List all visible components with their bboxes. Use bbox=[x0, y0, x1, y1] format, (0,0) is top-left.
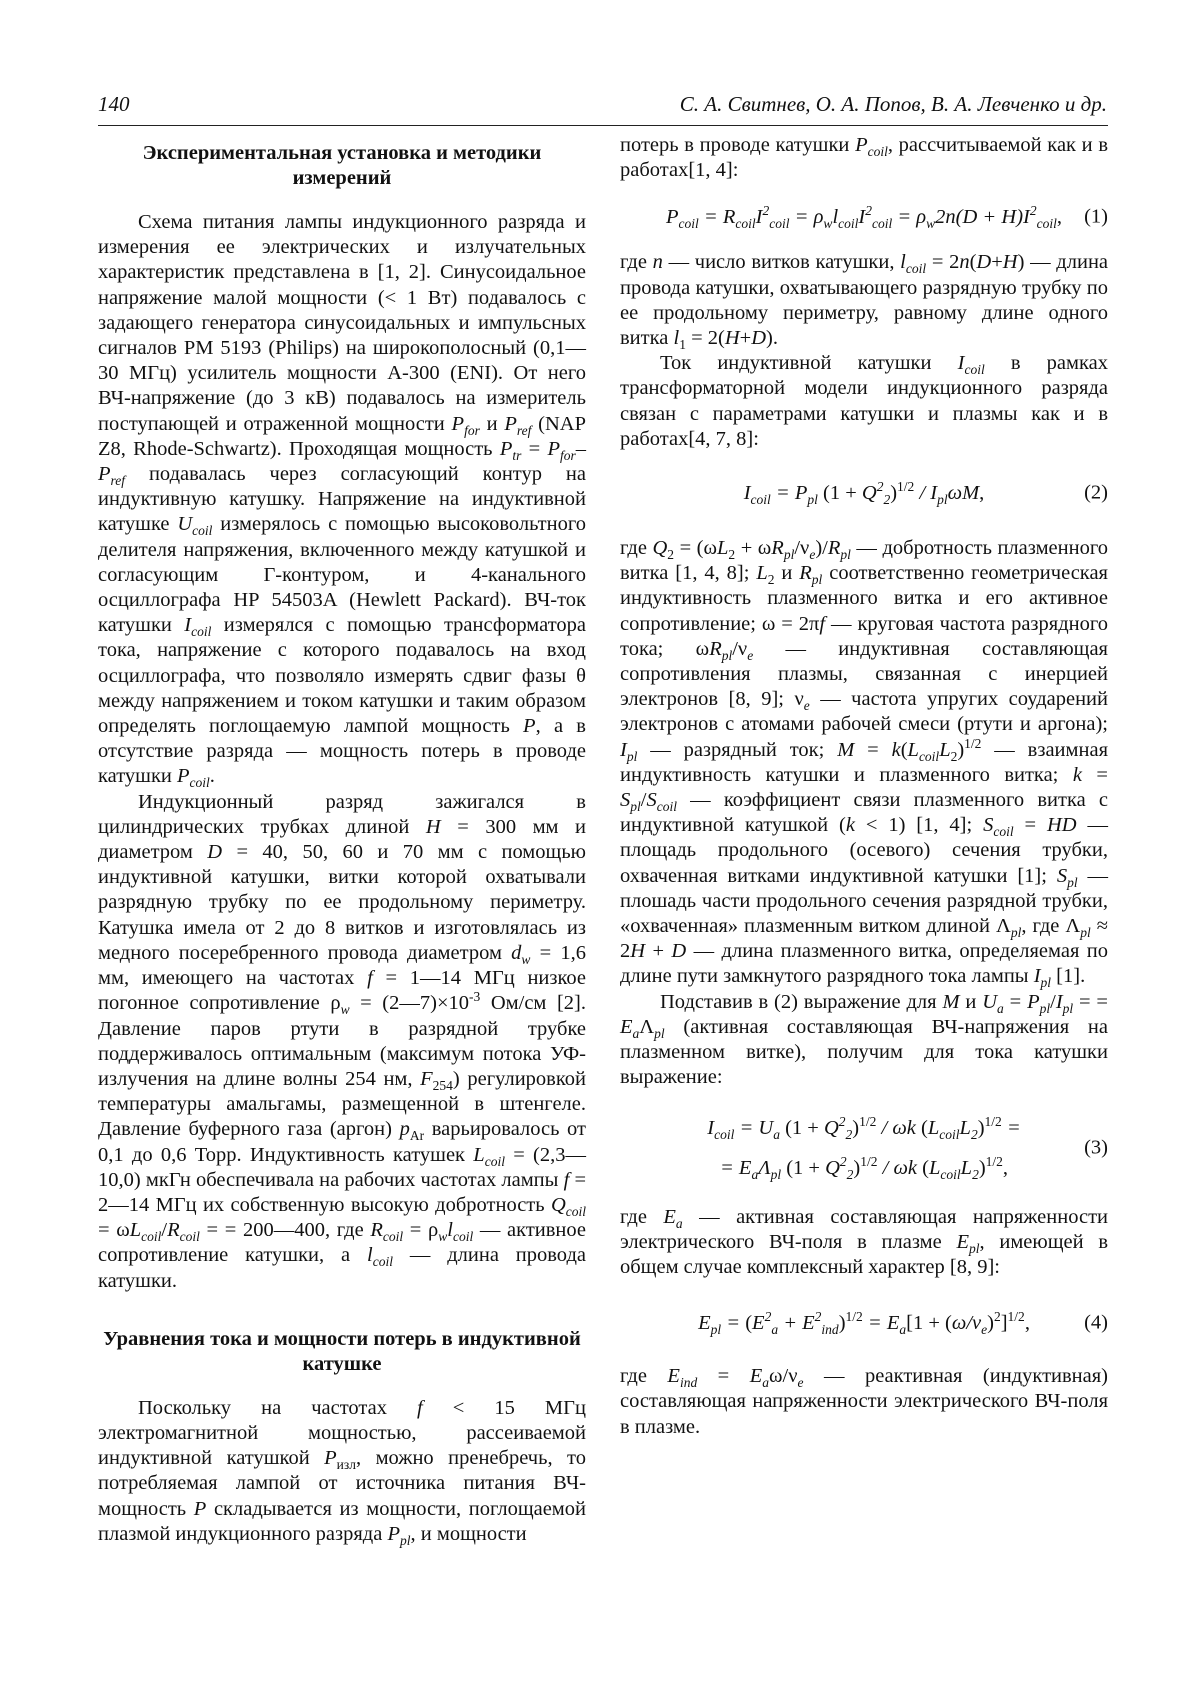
equation-body: $I_{coil} = P_{pl}$ $(1 + Q^2_2)^{1/2} / I_{pl}\omega M$, bbox=[743, 479, 985, 508]
running-head: С. А. Свитнев, О. А. Попов, В. А. Левченко и др. bbox=[679, 92, 1107, 116]
paragraph: Схема питания лампы индукционного разряда и измерения ее электрических и излучательных характеристик представлена в [1, 2]. Синусоидальное напряжение малой мощности (< 1 Вт) подавалось с задающего генератора синусоидальных и импульсных сигналов PM 5193 (Philips) на широкополосный (0,1—30 МГц) усилитель мощности A-300 (ENI). От него ВЧ-напряжение (до 3 кВ) подавалось на измеритель поступающей и отраженной мощности $P_{for}$ и $P_{ref}$ (NAP Z8, Rhode-Schwartz). Проходящая мощность $P_{tr} = P_{for}-P_{ref}$ подавалась через согласующий контур на индуктивную катушку. Напряжение на индуктивной катушке $U_{coil}$ измерялось с помощью высоковольтного делителя напряжения, включенного между катушкой и согласующим Г-контуром, и 4-канального осциллографа HP 54503A (Hewlett Packard). ВЧ-ток катушки $I_{coil}$ измерялся с помощью трансформатора тока, напряжение с которого подавалось на вход осциллографа, что позволяло измерять сдвиг фазы θ между напряжением и током катушки и таким образом определять поглощаемую лампой мощность P, а в отсутствие разряда — мощность потерь в проводе катушки $P_{coil}$. bbox=[98, 211, 587, 791]
paragraph: потерь в проводе катушки $P_{coil}$, рассчитываемой как и в работах[1, 4]: bbox=[620, 134, 1109, 182]
paragraph: где n — число витков катушки, $l_{coil} = 2n(D+H)$ — длина провода катушки, охватывающего разрядную трубку по ее продольному периметру, равному длине одного витка $l_1 = 2(H+D)$. bbox=[620, 251, 1109, 353]
paragraph: Ток индуктивной катушки $I_{coil}$ в рамках трансформаторной модели индукционного разряда связан с параметрами катушки и плазмы как и в работах[4, 7, 8]: bbox=[620, 352, 1108, 450]
paragraph: Подставив в (2) выражение для M и $U_a = P_{pl}/I_{pl}$ = = $E_a\Lambda_{pl}$ (активная составляющая ВЧ-напряжения на плазменном витке), получим для тока катушки выражение: bbox=[620, 990, 1108, 1089]
right-column bbox=[620, 133, 1108, 1440]
equation-3 bbox=[620, 1113, 1108, 1183]
section-heading: Уравнения тока и мощности потерь в индуктивной катушке bbox=[103, 1327, 581, 1375]
equation-body: $E_{pl} = (E^2_a + E^2_{ind})^{1/2} = E_a[1 + (\omega/\nu_e)^2]^{1/2}$, bbox=[698, 1309, 1030, 1338]
paragraph: где $E_a$ — активная составляющая напряженности электрического ВЧ-поля в плазме $E_{pl}$, имеющей в общем случае комплексный характер [8, 9]: bbox=[620, 1205, 1108, 1278]
paragraph: Поскольку на частотах f < 15 МГц электромагнитной мощностью, рассеиваемой индуктивной катушкой $P_{изл}$, можно пренебречь, то потребляемая лампой от источника питания ВЧ-мощность P складывается из мощности, поглощаемой плазмой индукционного разряда $P_{pl}$, и мощности bbox=[98, 1396, 586, 1548]
page-number: 140 bbox=[98, 92, 130, 116]
equation-2 bbox=[620, 478, 1108, 508]
equation-body: $I_{coil} = U_a$ $(1 + Q^2_2)^{1/2} / \omega k$ $(L_{coil}L_2)^{1/2}$ = = $E_a\Lambda_{pl}$ $(1 + Q^2_2)^{1/2} / \omega k$ $(L_{coil}L_2)^{1/2}$, bbox=[707, 1113, 1021, 1182]
paragraph: где $E_{ind} = E_a\omega/\nu_e$ — реактивная (индуктивная) составляющая напряженности электрического ВЧ-поля в плазме. bbox=[620, 1365, 1108, 1438]
header-rule bbox=[98, 125, 1108, 126]
equation-1 bbox=[620, 202, 1108, 232]
equation-4 bbox=[620, 1308, 1108, 1338]
equation-body: $P_{coil} = R_{coil}I^2_{coil} = \rho_wl_{coil}I^2_{coil} = \rho_w2n(D + H)I^2_{coil}$, bbox=[666, 203, 1062, 232]
equation-number: (4) bbox=[1084, 1311, 1108, 1334]
equation-number: (3) bbox=[1084, 1135, 1108, 1158]
paragraph: где $Q_2 = (\omega L_2 + \omega R_{pl}/\nu_e)/R_{pl}$ — добротность плазменного витка [1, 4, 8]; $L_2$ и $R_{pl}$ соответственно геометрическая индуктивность плазменного витка и его активное сопротивление; ω = 2πf — круговая частота разрядного тока; $\omega R_{pl}/\nu_e$ — индуктивная составляющая сопротивления плазмы, связанная с инерцией электронов [8, 9]; $\nu_e$ — частота упругих соударений электронов с атомами рабочей смеси (ртути и аргона); $I_{pl}$ — разрядный ток; $M = k(L_{coil}L_2)^{1/2}$ — взаимная индуктивность катушки и плазменного витка; $k = S_{pl}/S_{coil}$ — коэффициент связи плазменного витка с индуктивной катушкой (k < 1) [1, 4]; $S_{coil}$ = HD — площадь продольного (осевого) сечения трубки, охваченная витками индуктивной катушки [1]; $S_{pl}$ — плошадь части продольного сечения разрядной трубки, «охваченная» плазменным витком длиной $\Lambda_{pl}$, где $\Lambda_{pl} \approx 2H + D$ — длина плазменного витка, определяемая по длине пути замкнутого разрядного тока лампы $I_{pl}$ [1]. bbox=[620, 537, 1109, 991]
equation-number: (1) bbox=[1084, 205, 1108, 228]
paragraph: Индукционный разряд зажигался в цилиндрических трубках длиной H = 300 мм и диаметром D = 40, 50, 60 и 70 мм с помощью индуктивной катушки, витки которой охватывали разрядную трубку по ее продольному периметру. Катушка имела от 2 до 8 витков и изготовлялась из медного посеребренного провода диаметром $d_w = 1,6$ мм, имеющего на частотах f = 1—14 МГц низкое погонное сопротивление $\rho_w$ = $(2—7)\times 10^{-3}$ Ом/см [2]. Давление паров ртути в разрядной трубке поддерживалось оптимальным (максимум потока УФ-излучения на длине волны 254 нм, $F_{254}$) регулировкой температуры амальгамы, размещенной в штенгеле. Давление буферного газа (аргон) $p_{Ar}$ варьировалось от 0,1 до 0,6 Торр. Индуктивность катушек $L_{coil}$ = (2,3—10,0) мкГн обеспечивала на рабочих частотах лампы f = 2—14 МГц их собственную высокую добротность $Q_{coil} = \omega L_{coil}/R_{coil}$ = = 200—400, где $R_{coil} = \rho_wl_{coil}$ — активное сопротивление катушки, а $l_{coil}$ — длина провода катушки. bbox=[98, 790, 587, 1292]
left-column bbox=[98, 133, 586, 1547]
section-heading: Экспериментальная установка и методики измерений bbox=[142, 142, 542, 189]
equation-number: (2) bbox=[1084, 481, 1108, 504]
